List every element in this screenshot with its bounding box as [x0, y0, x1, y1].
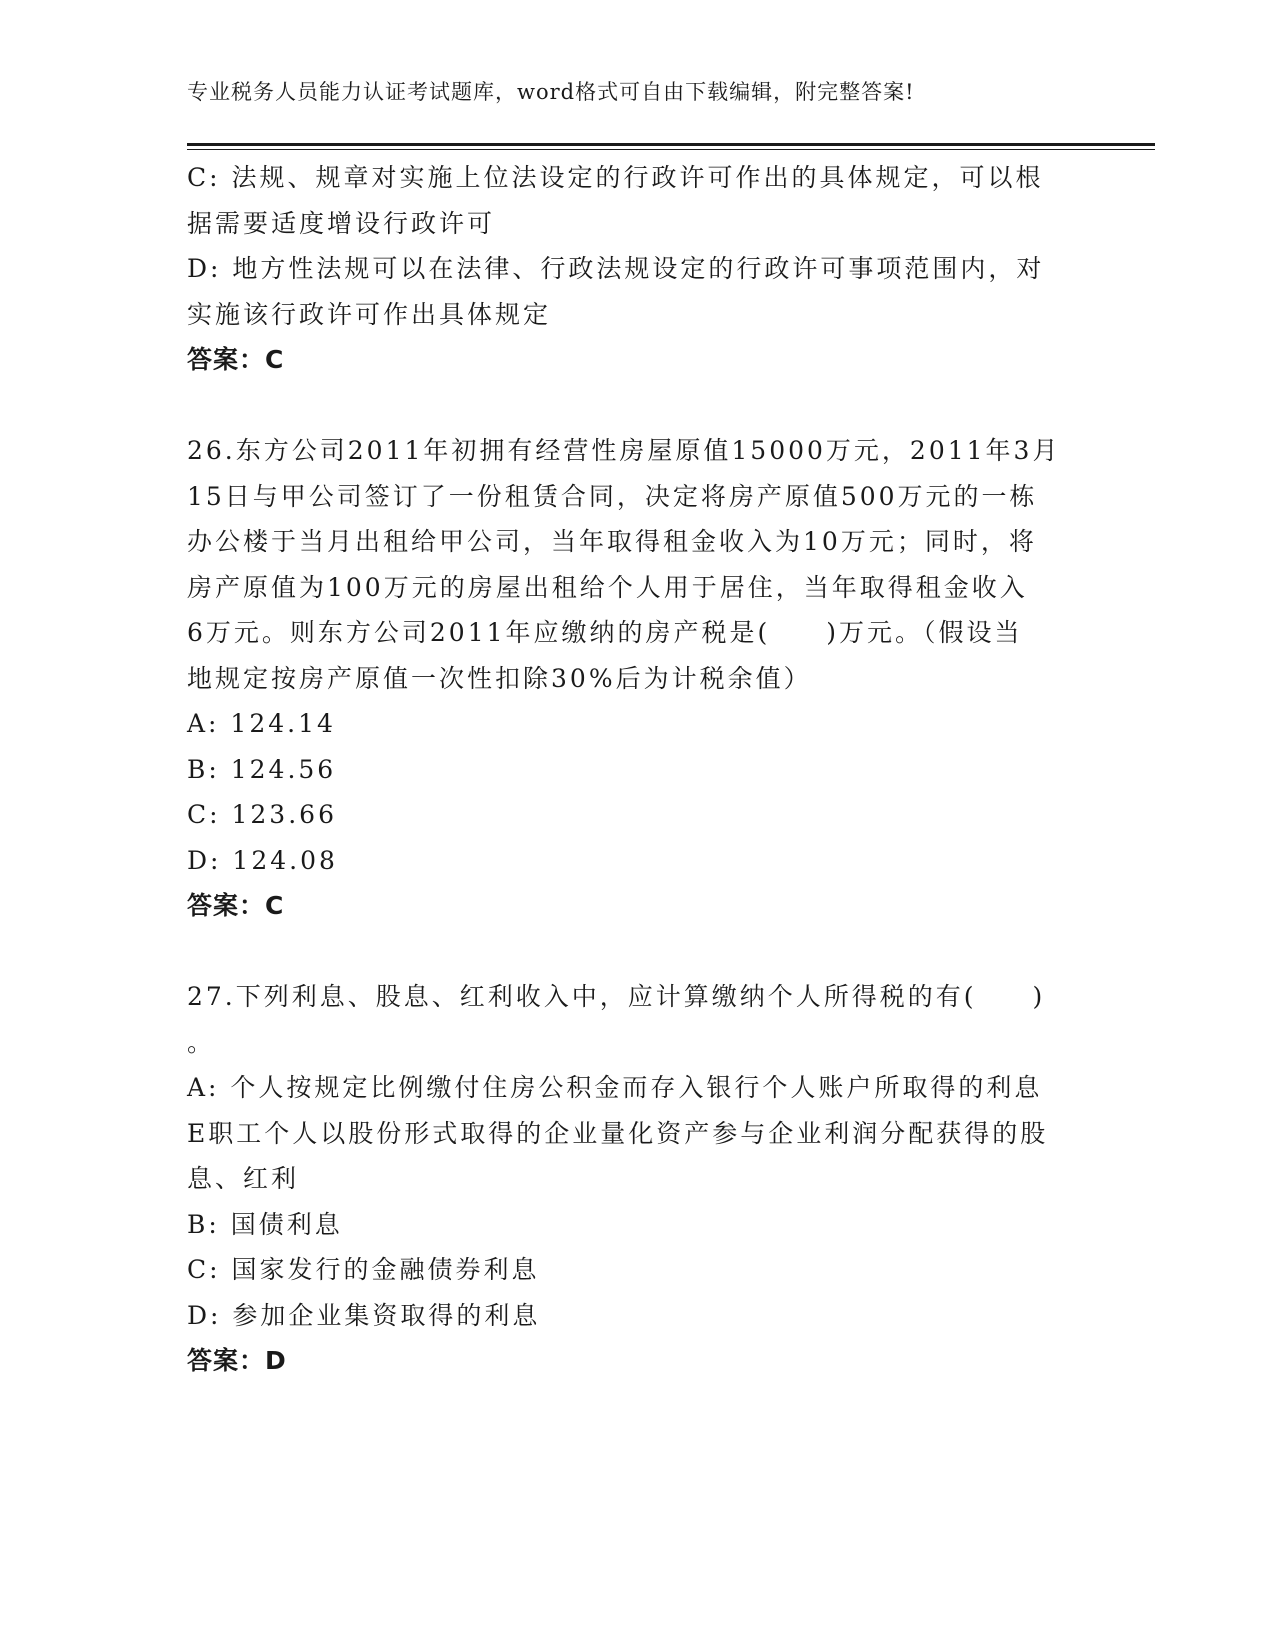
- q26-stem-line2: 15日与甲公司签订了一份租赁合同，决定将房产原值500万元的一栋: [187, 481, 1038, 511]
- question-content: [187, 155, 1087, 1384]
- q26-stem-line6: 地规定按房产原值一次性扣除30%后为计税余值）: [187, 663, 812, 693]
- page-header: 专业税务人员能力认证考试题库，word格式可自由下载编辑，附完整答案!: [187, 80, 915, 104]
- q27-option-e-line2: 息、红利: [187, 1164, 300, 1193]
- answer-prev: 答案：C: [187, 345, 285, 374]
- spacer: [187, 929, 1087, 975]
- q26-option-d: D: 124.08: [187, 845, 338, 875]
- q26-option-a: A: 124.14: [187, 709, 336, 738]
- q27-option-d: D: 参加企业集资取得的利息: [187, 1300, 541, 1330]
- q27-option-b: B: 国债利息: [187, 1209, 343, 1239]
- q26-option-c: C: 123.66: [187, 800, 337, 829]
- q26-stem-line1: 26.东方公司2011年初拥有经营性房屋原值15000万元，2011年3月: [187, 436, 1061, 465]
- q26-stem-line5: 6万元。则东方公司2011年应缴纳的房产税是( )万元。（假设当: [187, 618, 1023, 647]
- q27-option-e-line1: E职工个人以股份形式取得的企业量化资产参与企业利润分配获得的股: [187, 1118, 1049, 1148]
- option-c-line2: 据需要适度增设行政许可: [187, 208, 496, 238]
- q26-stem-line3: 办公楼于当月出租给甲公司，当年取得租金收入为10万元；同时，将: [187, 527, 1037, 556]
- q27-stem-line2: 。: [187, 1027, 216, 1057]
- option-d-line1: D: 地方性法规可以在法律、行政法规设定的行政许可事项范围内，对: [187, 254, 1045, 283]
- q27-answer: 答案：D: [187, 1346, 287, 1375]
- q26-answer: 答案：C: [187, 891, 285, 920]
- header-rule-thin: [187, 149, 1155, 150]
- q26-stem-line4: 房产原值为100万元的房屋出租给个人用于居住，当年取得租金收入: [187, 572, 1028, 602]
- option-d-line2: 实施该行政许可作出具体规定: [187, 299, 552, 329]
- q27-stem-line1: 27.下列利息、股息、红利收入中，应计算缴纳个人所得税的有( ): [187, 982, 1046, 1011]
- header-rule-thick: [187, 143, 1155, 146]
- q26-option-b: B: 124.56: [187, 754, 337, 784]
- spacer: [187, 383, 1087, 429]
- q27-option-a: A: 个人按规定比例缴付住房公积金而存入银行个人账户所取得的利息: [187, 1073, 1043, 1102]
- q27-option-c: C: 国家发行的金融债券利息: [187, 1255, 540, 1284]
- option-c-line1: C: 法规、规章对实施上位法设定的行政许可作出的具体规定，可以根: [187, 163, 1044, 192]
